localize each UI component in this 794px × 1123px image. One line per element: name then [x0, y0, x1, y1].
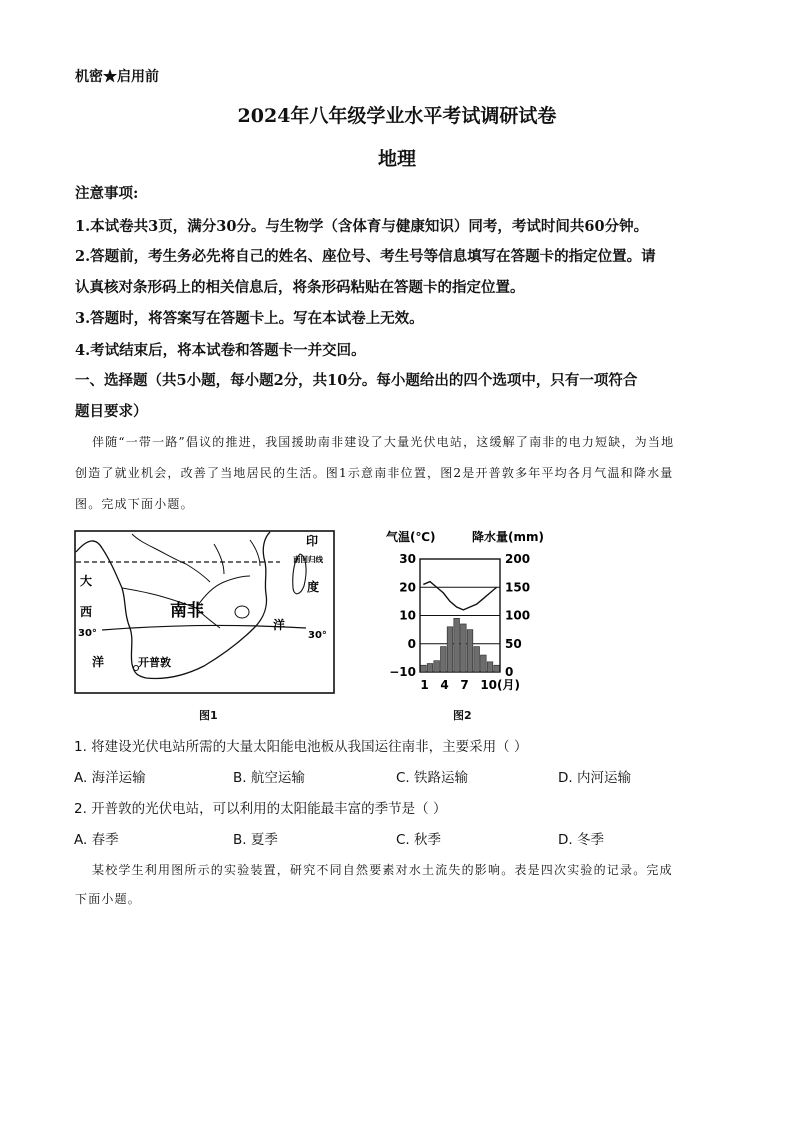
note-2b: 认真核对条形码上的相关信息后，将条形码粘贴在答题卡的指定位置。 — [75, 279, 525, 296]
passage1-line3: 图。完成下面小题。 — [75, 497, 194, 511]
label-tropic: 南回归线 — [293, 555, 323, 564]
q1-option-d: D. 内河运输 — [558, 770, 631, 786]
question-1-stem: 1. 将建设光伏电站所需的大量太阳能电池板从我国运往南非，主要采用（ ） — [74, 739, 528, 755]
q2-option-d: D. 冬季 — [558, 832, 604, 848]
x-tick-label: 7 — [460, 678, 469, 692]
precip-bar — [494, 665, 500, 672]
precip-bar — [421, 665, 427, 672]
label-atlantic-1: 大 — [80, 574, 93, 588]
x-tick-label: 4 — [440, 678, 449, 692]
left-tick-label: 10 — [399, 608, 416, 623]
passage1-line2: 创造了就业机会，改善了当地居民的生活。图1示意南非位置，图2是开普敦多年平均各月气温和降水量 — [75, 466, 674, 480]
passage1-line1: 伴随“一带一路”倡议的推进，我国援助南非建设了大量光伏电站，这缓解了南非的电力短缺，为当地 — [92, 435, 675, 449]
q1-option-c: C. 铁路运输 — [396, 770, 469, 786]
q2-option-a: A. 春季 — [74, 832, 119, 848]
label-lat-east: 30° — [308, 630, 327, 641]
precip-bar — [487, 662, 493, 672]
notes-heading: 注意事项: — [75, 185, 139, 202]
q2-option-c: C. 秋季 — [396, 832, 442, 848]
question-2-stem: 2. 开普敦的光伏电站，可以利用的太阳能最丰富的季节是（ ） — [74, 801, 447, 817]
label-ocean-east: 洋 — [273, 618, 286, 632]
passage2-line1: 某校学生利用图所示的实验装置，研究不同自然要素对水土流失的影响。表是四次实验的记录。完成 — [92, 863, 673, 877]
label-south-africa: 南非 — [170, 601, 204, 621]
note-1: 1.本试卷共3页，满分30分。与生物学（含体育与健康知识）同考，考试时间共60分钟。 — [75, 218, 649, 235]
q2-option-b: B. 夏季 — [233, 832, 278, 848]
precip-bar — [474, 647, 480, 672]
label-india-ocean-2: 度 — [307, 580, 320, 594]
section-heading-b: 题目要求） — [75, 403, 148, 420]
temperature-line — [423, 582, 496, 610]
precip-bar — [447, 627, 453, 672]
note-4: 4.考试结束后，将本试卷和答题卡一并交回。 — [75, 342, 366, 359]
right-axis-title: 降水量(mm) — [472, 530, 544, 544]
figure2-caption: 图2 — [453, 709, 472, 722]
precip-bar — [467, 630, 473, 672]
precip-bar — [461, 624, 467, 672]
x-tick-label: 1 — [420, 678, 429, 692]
left-tick-label: 0 — [407, 636, 416, 651]
precip-bar — [434, 661, 440, 672]
south-africa-map — [74, 530, 336, 695]
right-tick-label: 100 — [505, 608, 531, 623]
right-tick-label: 150 — [505, 580, 531, 595]
note-2a: 2.答题前，考生务必先将自己的姓名、座位号、考生号等信息填写在答题卡的指定位置。请 — [75, 248, 656, 265]
label-lat-west: 30° — [78, 628, 97, 639]
label-india-ocean-1: 印 — [306, 534, 319, 548]
figure1-caption: 图1 — [199, 709, 218, 722]
right-tick-label: 50 — [505, 636, 522, 651]
precip-bar — [427, 664, 433, 672]
left-axis-title: 气温(℃) — [386, 530, 436, 544]
precip-bar — [441, 647, 447, 672]
q1-option-b: B. 航空运输 — [233, 770, 305, 786]
section-heading-a: 一、选择题（共5小题，每小题2分，共10分。每小题给出的四个选项中，只有一项符合 — [75, 372, 638, 389]
right-tick-label: 200 — [505, 552, 531, 566]
precip-bar — [481, 655, 487, 672]
q1-option-a: A. 海洋运输 — [74, 770, 146, 786]
left-tick-label: 20 — [399, 580, 416, 595]
cape-town-climate-chart — [380, 525, 558, 695]
label-cape-town: 开普敦 — [138, 656, 171, 669]
precip-bar — [454, 618, 460, 672]
x-tick-label: 10(月) — [480, 678, 521, 692]
note-3: 3.答题时，将答案写在答题卡上。写在本试卷上无效。 — [75, 310, 424, 327]
left-tick-label: −10 — [389, 665, 416, 679]
left-tick-label: 30 — [399, 552, 416, 566]
exam-title: 2024年八年级学业水平考试调研试卷 — [237, 105, 557, 127]
subject-title: 地理 — [377, 148, 416, 170]
label-ocean-west: 洋 — [92, 655, 105, 669]
confidential-mark: 机密★启用前 — [75, 69, 159, 85]
right-tick-label: 0 — [505, 665, 514, 679]
passage2-line2: 下面小题。 — [75, 892, 142, 906]
label-atlantic-2: 西 — [80, 605, 93, 619]
